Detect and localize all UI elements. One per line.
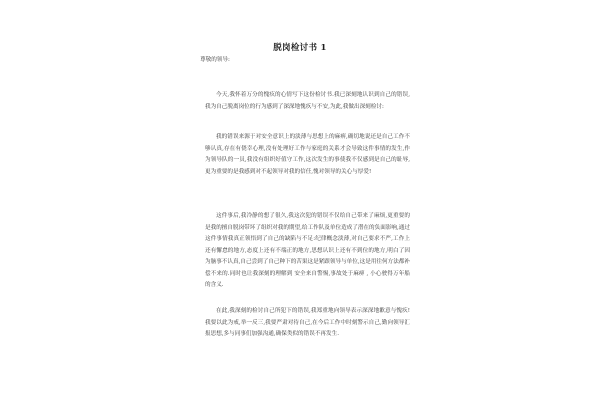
paragraph-4: 在此,我深刻的检讨自己所犯下的错误,我郑重地向领导表示深深地歉意与愧疚!我要以此为戒,举一反三,我要严肃对待自己,在今后工作中时刻警示自己,勤向领导汇报思想,多与同事们加强沟通,确保类似的错误不再发生. bbox=[205, 308, 410, 337]
document-title: 脱岗检讨书 1 bbox=[273, 43, 327, 53]
paragraph-3: 这件事后,我冷静的想了很久,我这次犯的错误不仅给自己带来了麻烦,更重要的是我的擅自脱岗带坏了组织对我的期望,给工作队及单位造成了潜在的负面影响,通过这件事情我真正领悟到了自己的缺陷与不足:纪律概念淡薄,对自己要求不严,工作上还有懈怠的地方,态度上还有不端正的地方,思想认识上还有不到位的地方,明白了因为脑事不认真,自己尝到了自己种下的苦果这是紧跟领导与单位,这是用往何方法都补偿不来的.同时也让我深刻的理解到 安全来自警惕,事故处于麻痹 , 小心驶得万年船 的含义. bbox=[205, 213, 410, 288]
salutation: 尊敬的领导: bbox=[200, 57, 230, 63]
paragraph-1: 今天,我怀着万分的愧疚的心情写下这份检讨书.我已深刻地认识到自己的错误,我为自己脱离岗位的行为感到了深深地愧疚与不安,为此,我做出深刻检讨: bbox=[205, 92, 410, 110]
paragraph-2: 我的错误来源于对安全意识上的淡薄与思想上的麻痹,确切地说还是自己工作不够认真,存在有侥幸心理,没有处理好工作与家庭的关系才会导致这件事情的发生,作为领导队的一员,我没有组织好值守工作,这次发生的事使我不仅感到是自己的耻辱,更为重要的是我感到对不起领导对我的信任,愧对领导的关心与厚爱! bbox=[205, 134, 410, 175]
